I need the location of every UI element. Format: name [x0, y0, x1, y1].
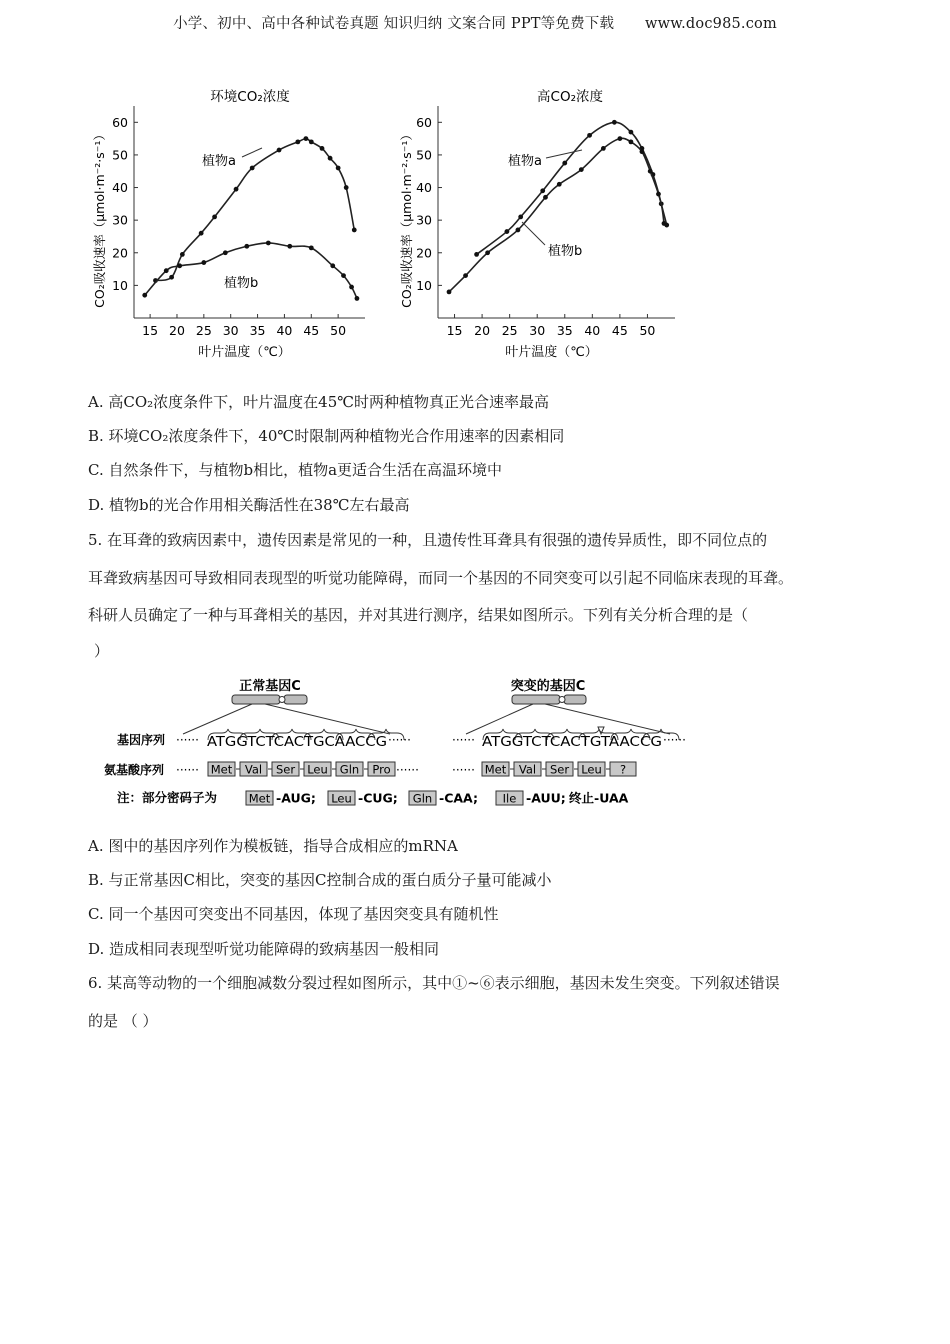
note-aa-label: Gln	[412, 791, 433, 806]
q5-option-a: A. 图中的基因序列作为模板链，指导合成相应的mRNA	[88, 837, 458, 855]
x-tick-label: 45	[611, 323, 628, 338]
data-point-b	[177, 263, 182, 268]
aa-dots-mid: ······	[396, 763, 419, 777]
note-aa-label: Met	[248, 791, 271, 806]
x-tick-label: 50	[639, 323, 656, 338]
data-point-a	[474, 252, 479, 257]
series-label-a: 植物a	[202, 154, 236, 169]
leader-line-a	[546, 150, 582, 158]
data-point-b	[557, 182, 562, 187]
series-label-b: 植物b	[224, 276, 259, 291]
data-point-a	[629, 130, 634, 135]
aa-label: Val	[518, 762, 537, 777]
data-point-b	[579, 167, 584, 172]
data-point-a	[344, 185, 349, 190]
aa-label: Ser	[549, 762, 570, 777]
header-url[interactable]: www.doc985.com	[644, 16, 777, 32]
photosynthesis-charts	[0, 0, 950, 370]
data-point-a	[336, 166, 341, 171]
chart-title: 环境CO₂浓度	[210, 89, 290, 105]
data-point-b	[447, 290, 452, 295]
data-point-b	[244, 244, 249, 249]
q5-option-b: B. 与正常基因C相比，突变的基因C控制合成的蛋白质分子量可能减小	[88, 871, 552, 889]
data-point-a	[540, 188, 545, 193]
data-point-a	[169, 275, 174, 280]
y-tick-label: 60	[416, 114, 432, 130]
data-point-a	[309, 139, 314, 144]
data-point-a	[277, 148, 282, 153]
seq-dots-left: ······	[176, 733, 199, 747]
x-axis-label: 叶片温度（℃）	[198, 345, 291, 360]
data-point-b	[629, 139, 634, 144]
y-tick-label: 40	[112, 180, 128, 196]
data-point-b	[617, 136, 622, 141]
q5-stem-line-1: 5. 在耳聋的致病因素中，遗传因素是常见的一种，且遗传性耳聋具有很强的遗传异质性，即不同位点的	[88, 531, 768, 549]
aa-label: 氨基酸序列	[104, 763, 165, 777]
y-tick-label: 40	[416, 180, 432, 196]
mutant-amino-acids	[482, 762, 636, 777]
note-prefix: 注：部分密码子为	[117, 790, 218, 805]
data-point-a	[250, 166, 255, 171]
series-label-b: 植物b	[548, 244, 583, 259]
q6-stem-line-1: 6. 某高等动物的一个细胞减数分裂过程如图所示，其中①~⑥表示细胞，基因未发生突变。下列叙述错误	[88, 974, 780, 992]
series-line-a	[477, 122, 664, 254]
mutant-chromosome	[512, 695, 586, 704]
note-codon: -AUU;	[526, 790, 566, 806]
data-point-a	[504, 229, 509, 234]
note-codon: -CAA;	[439, 790, 478, 806]
aa-dots-right: ······	[452, 763, 475, 777]
data-point-b	[164, 268, 169, 273]
note-aa-label: Ile	[502, 791, 517, 806]
aa-label: Leu	[581, 762, 602, 777]
seq-dots-right-start: ······	[452, 733, 475, 747]
seq-label: 基因序列	[117, 733, 166, 747]
data-point-a	[352, 228, 357, 233]
data-point-a	[587, 133, 592, 138]
y-tick-label: 50	[416, 147, 432, 163]
x-tick-label: 25	[501, 323, 518, 338]
data-point-a	[612, 120, 617, 125]
normal-amino-acids	[208, 762, 395, 777]
q4-option-d: D. 植物b的光合作用相关酶活性在38℃左右最高	[88, 496, 410, 514]
data-point-a	[518, 214, 523, 219]
seq-dots-right-end: ······	[663, 733, 686, 747]
y-tick-label: 50	[112, 147, 128, 163]
q5-stem-line-3: 科研人员确定了一种与耳聋相关的基因，并对其进行测序，结果如图所示。下列有关分析合理的是（	[88, 606, 749, 624]
aa-label: Ser	[275, 762, 296, 777]
q5-stem-line-2: 耳聋致病基因可导致相同表现型的听觉功能障碍，而同一个基因的不同突变可以引起不同临床表现的耳聋。	[88, 569, 794, 587]
data-point-b	[656, 192, 661, 197]
data-point-b	[664, 223, 669, 228]
q6-stem-line-2: 的是 （ ）	[88, 1012, 158, 1030]
x-tick-label: 20	[474, 323, 491, 338]
y-tick-label: 30	[416, 212, 432, 228]
x-tick-label: 20	[169, 323, 185, 338]
x-tick-label: 40	[584, 323, 601, 338]
x-tick-label: 15	[446, 323, 463, 338]
data-point-a	[320, 146, 325, 151]
data-point-a	[199, 231, 204, 236]
data-point-b	[543, 195, 548, 200]
data-point-b	[640, 149, 645, 154]
x-tick-label: 25	[195, 323, 212, 338]
normal-gene-sequence: ATGGTCTCACTGCAACCG	[207, 735, 387, 750]
q5-option-d: D. 造成相同表现型听觉功能障碍的致病基因一般相同	[88, 940, 440, 958]
q5-stem-line-4: ）	[94, 642, 110, 660]
codon-note	[117, 790, 629, 806]
data-point-b	[648, 169, 653, 174]
data-point-a	[234, 187, 239, 192]
q4-option-a: A. 高CO₂浓度条件下，叶片温度在45℃时两种植物真正光合速率最高	[88, 393, 550, 411]
aa-label: ?	[619, 762, 627, 777]
data-point-b	[516, 228, 521, 233]
seq-dots-mid: ······	[388, 733, 411, 747]
leader-line-a	[242, 148, 262, 157]
aa-label: Leu	[307, 762, 328, 777]
data-point-b	[266, 241, 271, 246]
note-stop: 终止-UAA	[569, 790, 629, 806]
aa-label: Met	[210, 762, 233, 777]
q4-option-c: C. 自然条件下，与植物b相比，植物a更适合生活在高温环境中	[88, 461, 503, 479]
x-tick-label: 35	[556, 323, 573, 338]
y-tick-label: 10	[416, 277, 432, 293]
aa-label: Gln	[339, 762, 360, 777]
data-point-a	[328, 156, 333, 161]
leader-line-b	[522, 222, 545, 245]
y-axis-label: CO₂吸收速率（μmol·m⁻²·s⁻¹）	[92, 128, 107, 308]
y-axis-label: CO₂吸收速率（μmol·m⁻²·s⁻¹）	[399, 128, 414, 308]
data-point-a	[212, 214, 217, 219]
x-axis-label: 叶片温度（℃）	[505, 345, 598, 360]
chart-ambient-co2	[92, 88, 365, 360]
chart-title: 高CO₂浓度	[537, 89, 603, 105]
mutant-gene-sequence: ATGGTCTCACTGTAACCG	[482, 735, 662, 750]
data-point-b	[601, 146, 606, 151]
x-tick-label: 35	[249, 323, 266, 338]
data-point-b	[309, 245, 314, 250]
series-label-a: 植物a	[508, 154, 542, 169]
q4-option-b: B. 环境CO₂浓度条件下，40℃时限制两种植物光合作用速率的因素相同	[88, 427, 565, 445]
note-aa-label: Leu	[331, 791, 352, 806]
data-point-b	[341, 273, 346, 278]
header-text: 小学、初中、高中各种试卷真题 知识归纳 文案合同 PPT等免费下载	[173, 16, 615, 32]
y-tick-label: 20	[416, 245, 432, 261]
data-point-a	[562, 161, 567, 166]
data-point-b	[287, 244, 292, 249]
data-point-b	[485, 250, 490, 255]
data-point-b	[142, 293, 147, 298]
note-codon: -CUG;	[358, 790, 398, 806]
series-line-b	[449, 138, 667, 292]
data-point-b	[355, 296, 360, 301]
data-point-a	[295, 139, 300, 144]
data-point-a	[180, 252, 185, 257]
data-point-b	[330, 263, 335, 268]
series-line-a	[155, 139, 354, 281]
aa-dots-left: ······	[176, 763, 199, 777]
normal-chromosome	[232, 695, 307, 704]
data-point-b	[349, 285, 354, 290]
aa-label: Met	[484, 762, 507, 777]
x-tick-label: 50	[330, 323, 347, 338]
data-point-b	[223, 250, 228, 255]
data-point-b	[463, 273, 468, 278]
y-tick-label: 20	[112, 245, 128, 261]
gene-sequence-figure	[0, 668, 950, 818]
note-codon: -AUG;	[276, 790, 316, 806]
y-tick-label: 10	[112, 277, 128, 293]
x-tick-label: 15	[142, 323, 159, 338]
mutant-gene-title: 突变的基因C	[510, 679, 586, 694]
x-tick-label: 40	[276, 323, 293, 338]
x-tick-label: 45	[303, 323, 320, 338]
y-tick-label: 60	[112, 114, 128, 130]
normal-gene-title: 正常基因C	[239, 679, 301, 694]
x-tick-label: 30	[222, 323, 239, 338]
aa-label: Pro	[372, 762, 391, 777]
q5-option-c: C. 同一个基因可突变出不同基因，体现了基因突变具有随机性	[88, 905, 499, 923]
chart-high-co2	[399, 88, 675, 360]
data-point-b	[201, 260, 206, 265]
aa-label: Val	[244, 762, 263, 777]
x-tick-label: 30	[529, 323, 546, 338]
y-tick-label: 30	[112, 212, 128, 228]
data-point-a	[304, 136, 309, 141]
